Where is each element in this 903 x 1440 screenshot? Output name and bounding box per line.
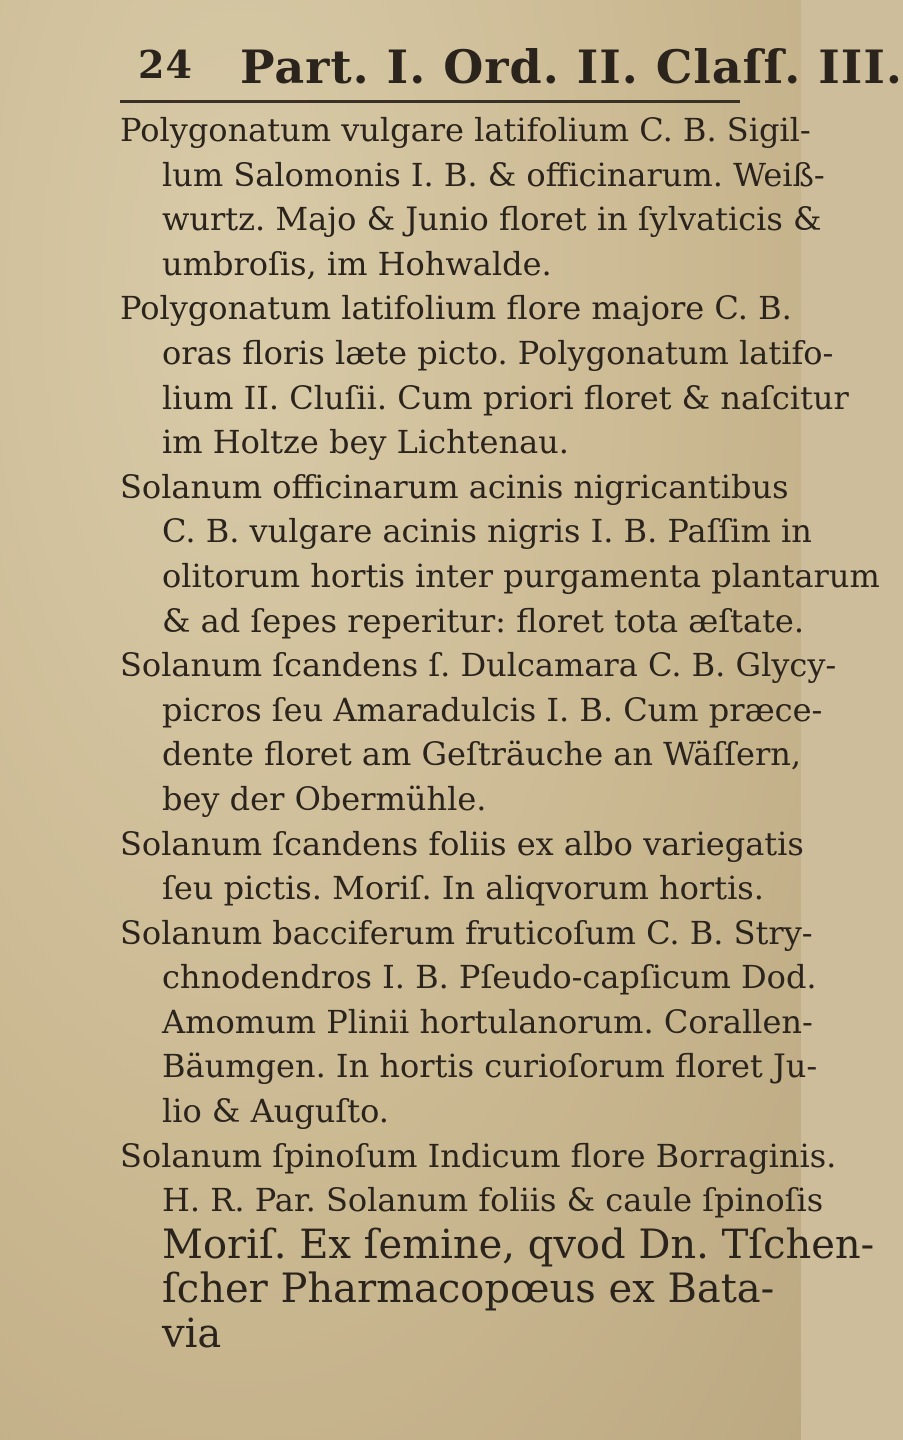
text-line: Solanum bacciferum fruticoſum C. B. Stry-: [120, 913, 813, 952]
running-title: Part. I. Ord. II. Claſſ. III.: [240, 40, 903, 94]
text-line: umbroſis, im Hohwalde.: [162, 244, 552, 283]
text-line: Polygonatum latifolium flore majore C. B.: [120, 289, 792, 328]
text-line: ſcher Pharmacopœus ex Bata-: [162, 1266, 775, 1313]
text-line: dente floret am Geſträuche an Wäſſern,: [162, 735, 802, 774]
text-line: & ad ſepes reperitur: floret tota æſtate.: [162, 601, 805, 640]
text-line: lio & Auguſto.: [162, 1092, 389, 1131]
text-line: H. R. Par. Solanum foliis & caule ſpinoſis: [162, 1181, 824, 1220]
text-line: Solanum ſcandens ſ. Dulcamara C. B. Glycy-: [120, 646, 837, 685]
text-line: chnodendros I. B. Pſeudo-capſicum Dod.: [162, 958, 817, 997]
text-line: wurtz. Majo & Junio floret in ſylvaticis &: [162, 200, 822, 239]
text-line: oras floris læte picto. Polygonatum latifo-: [162, 333, 834, 372]
text-line: Amomum Plinii hortulanorum. Corallen-: [162, 1002, 813, 1041]
text-line: Polygonatum vulgare latifolium C. B. Sigil-: [120, 111, 811, 149]
text-line: via: [162, 1311, 222, 1358]
text-line: olitorum hortis inter purgamenta plantarum: [162, 556, 880, 595]
page-number: 24: [138, 42, 193, 87]
text-line: Solanum ſcandens foliis ex albo variegatis: [120, 824, 804, 863]
text-line: Bäumgen. In hortis curioſorum floret Ju-: [162, 1047, 818, 1086]
text-line: Moriſ. Ex ſemine, qvod Dn. Tſchen-: [162, 1221, 875, 1268]
text-line: bey der Obermühle.: [162, 779, 487, 818]
text-line: lum Salomonis I. B. & officinarum. Weiß-: [162, 155, 825, 194]
header-rule: [120, 100, 740, 103]
text-line: Solanum officinarum acinis nigricantibus: [120, 467, 789, 506]
text-line: im Holtze bey Lichtenau.: [162, 423, 569, 462]
text-line: C. B. vulgare acinis nigris I. B. Paſſim in: [162, 512, 812, 551]
text-line: Solanum ſpinoſum Indicum flore Borraginis.: [120, 1136, 837, 1175]
text-line: ſeu pictis. Moriſ. In aliqvorum hortis.: [162, 869, 764, 908]
text-line: lium II. Cluſii. Cum priori floret & naſcitur: [162, 378, 849, 417]
text-body: [120, 108, 880, 1358]
page-header: [120, 18, 903, 98]
text-line: picros ſeu Amaradulcis I. B. Cum præce-: [162, 690, 823, 729]
